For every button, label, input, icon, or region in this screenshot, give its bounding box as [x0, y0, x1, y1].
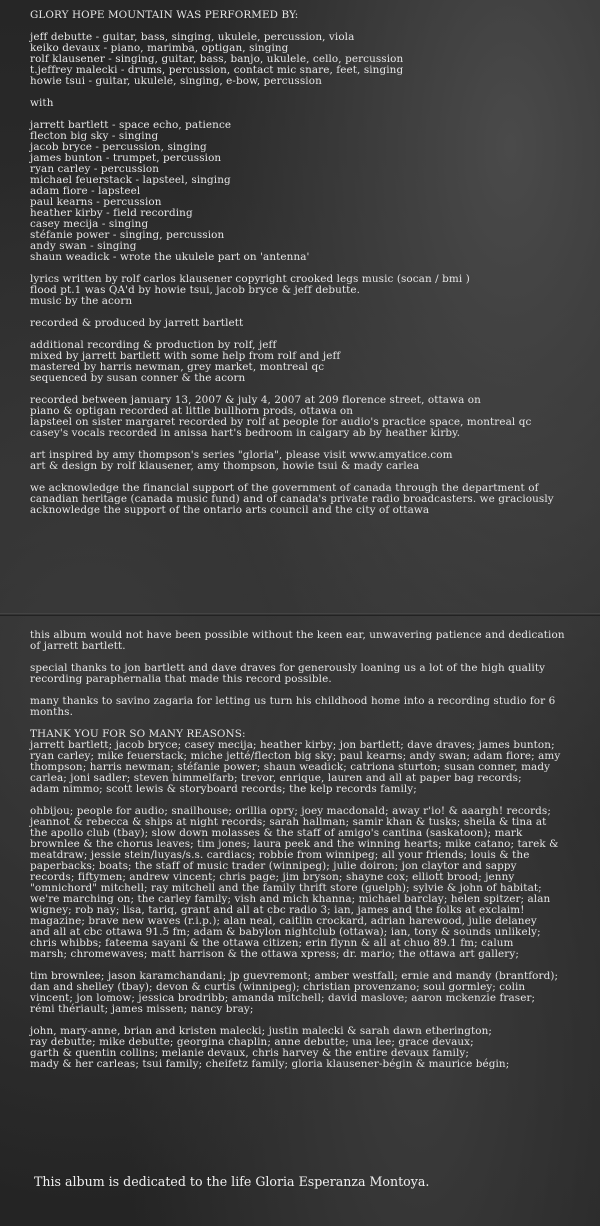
credit-line: we acknowledge the financial support of the government of canada through the department of [30, 482, 539, 494]
text-line: jarrett bartlett; jacob bryce; casey mecija; heather kirby; jon bartlett; dave draves; james bunton; [30, 739, 555, 751]
performed-by-heading: GLORY HOPE MOUNTAIN WAS PERFORMED BY: [30, 9, 299, 21]
many-thanks-paragraph [30, 696, 590, 718]
credit-line: sequenced by susan conner & the acorn [30, 372, 246, 384]
guest-musicians-list [30, 120, 590, 263]
text-line: jeannot & rebecca & ships at night records; sarah hallman; samir khan & tusks; sheila & tina at [30, 816, 547, 828]
art-credits [30, 450, 590, 472]
list-item: flecton big sky - singing [30, 130, 159, 142]
text-line: months. [30, 706, 74, 718]
text-line: special thanks to jon bartlett and dave draves for generously loaning us a lot of the high quality [30, 662, 546, 674]
band-members-list [30, 32, 590, 87]
thank-you-heading: THANK YOU FOR SO MANY REASONS: [30, 728, 246, 740]
text-line: magazine; brave new waves (r.i.p.); alan neal, caitlin crockard, adrian harewood, julie delaney [30, 915, 537, 927]
credit-line: flood pt.1 was QA'd by howie tsui, jacob bryce & jeff debutte. [30, 284, 361, 296]
production-credits [30, 340, 590, 384]
text-line: meatdraw; jessie stein/luyas/s.s. cardiacs; robbie from winnipeg; all your friends; louis & the [30, 849, 530, 861]
text-line: recording paraphernalia that made this record possible. [30, 673, 332, 685]
text-line: wigney; rob nay; lisa, tariq, grant and all at cbc radio 3; ian, james and the folks at exclaim! [30, 904, 525, 916]
list-item: keiko devaux - piano, marimba, optigan, singing [30, 42, 289, 54]
list-item: ryan carley - percussion [30, 163, 160, 175]
list-item: jeff debutte - guitar, bass, singing, ukulele, percussion, viola [30, 31, 355, 43]
text-line: dan and shelley (tbay); devon & curtis (winnipeg); christian provenzano; soul gormley; colin [30, 981, 526, 993]
text-line: thompson; harris newman; stéfanie power; shaun weadick; catriona sturton; susan conner, mady [30, 761, 551, 773]
thanks-block-4 [30, 1026, 590, 1070]
thanks-block-3 [30, 971, 590, 1015]
list-item: jacob bryce - percussion, singing [30, 141, 207, 153]
text-line: ray debutte; mike debutte; georgina chaplin; anne debutte; una lee; grace devaux; [30, 1036, 474, 1048]
memorial-dedication: This album is dedicated to the life Gloria Esperanza Montoya. [34, 1174, 430, 1189]
credit-line: art & design by rolf klausener, amy thompson, howie tsui & mady carlea [30, 460, 420, 472]
credit-line: lapsteel on sister margaret recorded by rolf at people for audio's practice space, montreal qc [30, 416, 532, 428]
credit-line: acknowledge the support of the ontario arts council and the city of ottawa [30, 504, 430, 516]
recorded-produced-credit: recorded & produced by jarrett bartlett [30, 317, 244, 329]
credit-line: piano & optigan recorded at little bullhorn prods, ottawa on [30, 405, 354, 417]
thanks-panel [30, 630, 590, 1070]
list-item: adam fiore - lapsteel [30, 185, 141, 197]
lyrics-credit [30, 274, 590, 307]
text-line: and all at cbc ottawa 91.5 fm; adam & babylon nightclub (ottawa); ian, tony & sounds unlikely; [30, 926, 541, 938]
text-line: chris whibbs; fateema sayani & the ottawa citizen; erin flynn & all at chuo 89.1 fm; calum [30, 937, 514, 949]
text-line: adam nimmo; scott lewis & storyboard records; the kelp records family; [30, 783, 417, 795]
list-item: stéfanie power - singing, percussion [30, 229, 225, 241]
text-line: john, mary-anne, brian and kristen malecki; justin malecki & sarah dawn etherington; [30, 1025, 492, 1037]
credit-line: music by the acorn [30, 295, 133, 307]
credit-line: mastered by harris newman, grey market, montreal qc [30, 361, 325, 373]
text-line: records; fiftymen; andrew vincent; chris page; jim bryson; shayne cox; elliott brood; jenny [30, 871, 515, 883]
credit-line: art inspired by amy thompson's series "gloria", please visit www.amyatice.com [30, 449, 453, 461]
list-item: heather kirby - field recording [30, 207, 193, 219]
text-line: garth & quentin collins; melanie devaux, chris harvey & the entire devaux family; [30, 1047, 469, 1059]
list-item: james bunton - trumpet, percussion [30, 152, 222, 164]
funding-acknowledgement [30, 483, 590, 516]
text-line: of jarrett bartlett. [30, 640, 126, 652]
thanks-block-2 [30, 806, 590, 960]
list-item: andy swan - singing [30, 240, 137, 252]
list-item: jarrett bartlett - space echo, patience [30, 119, 232, 131]
text-line: rémi thériault; james missen; nancy bray; [30, 1003, 254, 1015]
album-dedication-paragraph [30, 630, 590, 652]
credit-line: additional recording & production by rolf, jeff [30, 339, 277, 351]
text-line: brownlee & the chorus leaves; tim jones; laura peek and the winning hearts; mike catano; tarek & [30, 838, 559, 850]
recording-locations [30, 395, 590, 439]
credits-panel [30, 10, 590, 516]
credit-line: canadian heritage (canada music fund) and of canada's private radio broadcasters. we graciously [30, 493, 554, 505]
thanks-block-1 [30, 740, 590, 795]
list-item: howie tsui - guitar, ukulele, singing, e-bow, percussion [30, 75, 322, 87]
credit-line: casey's vocals recorded in anissa hart's bedroom in calgary ab by heather kirby. [30, 427, 461, 439]
text-line: the apollo club (tbay); slow down molasses & the staff of amigo's cantina (saskatoon); mark [30, 827, 523, 839]
list-item: t.jeffrey malecki - drums, percussion, contact mic snare, feet, singing [30, 64, 404, 76]
special-thanks-paragraph [30, 663, 590, 685]
text-line: marsh; chromewaves; matt harrison & the ottawa xpress; dr. mario; the ottawa art gallery; [30, 948, 519, 960]
text-line: mady & her carleas; tsui family; cheifetz family; gloria klausener-bégin & maurice bégin; [30, 1058, 510, 1070]
credit-line: lyrics written by rolf carlos klausener copyright crooked legs music (socan / bmi ) [30, 273, 470, 285]
page-fold-divider [0, 613, 600, 616]
text-line: ohbijou; people for audio; snailhouse; orillia opry; joey macdonald; away r'io! & aaargh! records; [30, 805, 551, 817]
text-line: vincent; jon lomow; jessica brodribb; amanda mitchell; david maslove; aaron mckenzie fraser; [30, 992, 536, 1004]
text-line: this album would not have been possible without the keen ear, unwavering patience and dedication [30, 629, 565, 641]
text-line: carlea; joni sadler; steven himmelfarb; trevor, enrique, lauren and all at paper bag records; [30, 772, 522, 784]
text-line: we're marching on; the carley family; vish and mich khanna; michael barclay; helen spitzer; alan [30, 893, 551, 905]
list-item: casey mecija - singing [30, 218, 149, 230]
text-line: many thanks to savino zagaria for letting us turn his childhood home into a recording studio for 6 [30, 695, 556, 707]
with-label: with [30, 97, 54, 109]
text-line: paperbacks; boats; the staff of music trader (winnipeg); julie doiron; jon claytor and sappy [30, 860, 517, 872]
credit-line: recorded between january 13, 2007 & july 4, 2007 at 209 florence street, ottawa on [30, 394, 481, 406]
list-item: shaun weadick - wrote the ukulele part on 'antenna' [30, 251, 310, 263]
text-line: ryan carley; mike feuerstack; miche jetté/flecton big sky; paul kearns; andy swan; adam fiore; amy [30, 750, 561, 762]
credit-line: mixed by jarrett bartlett with some help from rolf and jeff [30, 350, 341, 362]
text-line: tim brownlee; jason karamchandani; jp guevremont; amber westfall; ernie and mandy (brantford); [30, 970, 559, 982]
list-item: rolf klausener - singing, guitar, bass, banjo, ukulele, cello, percussion [30, 53, 404, 65]
list-item: michael feuerstack - lapsteel, singing [30, 174, 231, 186]
text-line: "omnichord" mitchell; ray mitchell and the family thrift store (guelph); sylvie & john of habitat; [30, 882, 542, 894]
list-item: paul kearns - percussion [30, 196, 162, 208]
